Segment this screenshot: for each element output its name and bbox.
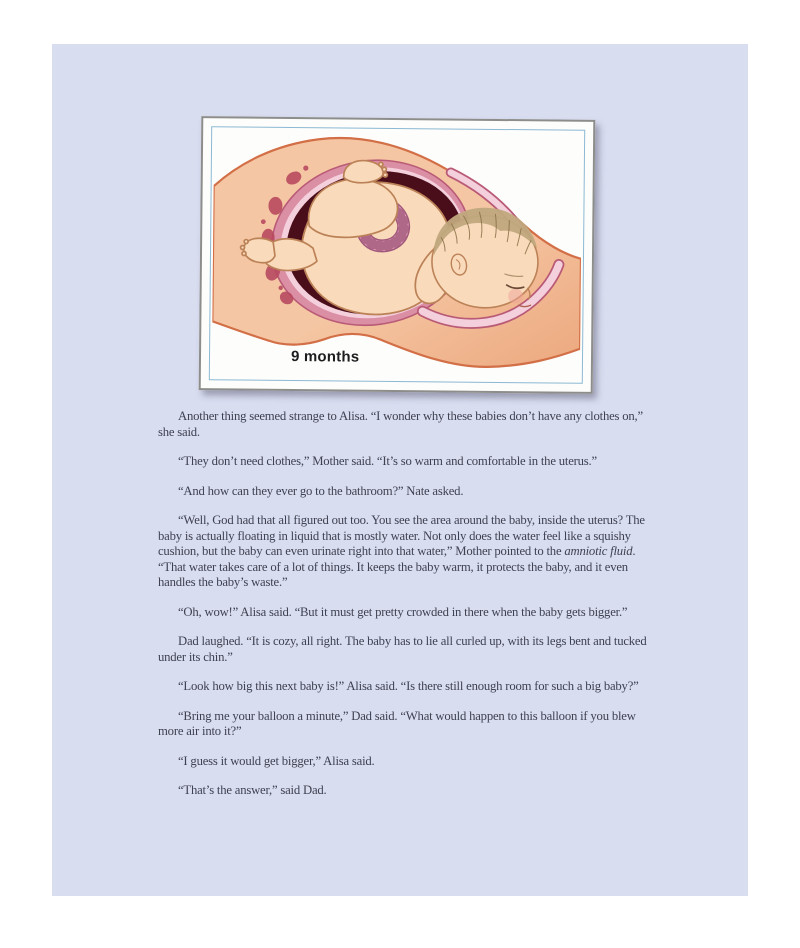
italic-term: amniotic fluid xyxy=(564,544,633,558)
figure-caption: 9 months xyxy=(290,347,360,366)
story-paragraph xyxy=(158,634,652,665)
story-run: . “That water takes care of a lot of things. It keeps the baby warm, it protects the baby, and it even handles the baby’s waste.” xyxy=(158,544,636,589)
womb-illustration xyxy=(212,129,582,381)
story-run: “Oh, wow!” Alisa said. “But it must get pretty crowded in there when the baby gets bigger.” xyxy=(178,604,628,619)
story-run: “That’s the answer,” said Dad. xyxy=(178,783,327,797)
story-text xyxy=(158,409,652,799)
story-paragraph xyxy=(158,454,652,470)
story-paragraph xyxy=(158,484,652,500)
story-paragraph xyxy=(158,709,652,740)
story-paragraph xyxy=(158,513,652,591)
baby-head xyxy=(431,207,538,308)
story-run: “Bring me your balloon a minute,” Dad said. “What would happen to this balloon if you blew more air into it?” xyxy=(158,708,636,738)
story-run: “And how can they ever go to the bathroom?” Nate asked. xyxy=(178,483,464,498)
story-run: “Well, God had that all figured out too. You see the area around the baby, inside the uterus? The baby is actually floating in liquid that is mostly water. Not only does the water feel like a squishy cushion, but the baby can even urinate right into that water,” Mother pointed to the xyxy=(158,513,645,558)
story-paragraph xyxy=(158,679,652,695)
story-run: “I guess it would get bigger,” Alisa said. xyxy=(178,753,375,768)
story-run: “They don’t need clothes,” Mother said. “It’s so warm and comfortable in the uterus.” xyxy=(178,454,597,468)
story-run: Another thing seemed strange to Alisa. “I wonder why these babies don’t have any clothes on,” she said. xyxy=(158,409,643,439)
story-run: Dad laughed. “It is cozy, all right. The baby has to lie all curled up, with its legs bent and tucked under its chin.” xyxy=(158,634,647,664)
story-paragraph xyxy=(158,783,652,799)
story-paragraph xyxy=(158,409,652,440)
figure-frame xyxy=(199,116,596,394)
story-paragraph xyxy=(158,605,652,621)
book-page xyxy=(52,44,748,896)
story-paragraph xyxy=(158,754,652,770)
story-run: “Look how big this next baby is!” Alisa said. “Is there still enough room for such a big baby?” xyxy=(178,679,639,693)
